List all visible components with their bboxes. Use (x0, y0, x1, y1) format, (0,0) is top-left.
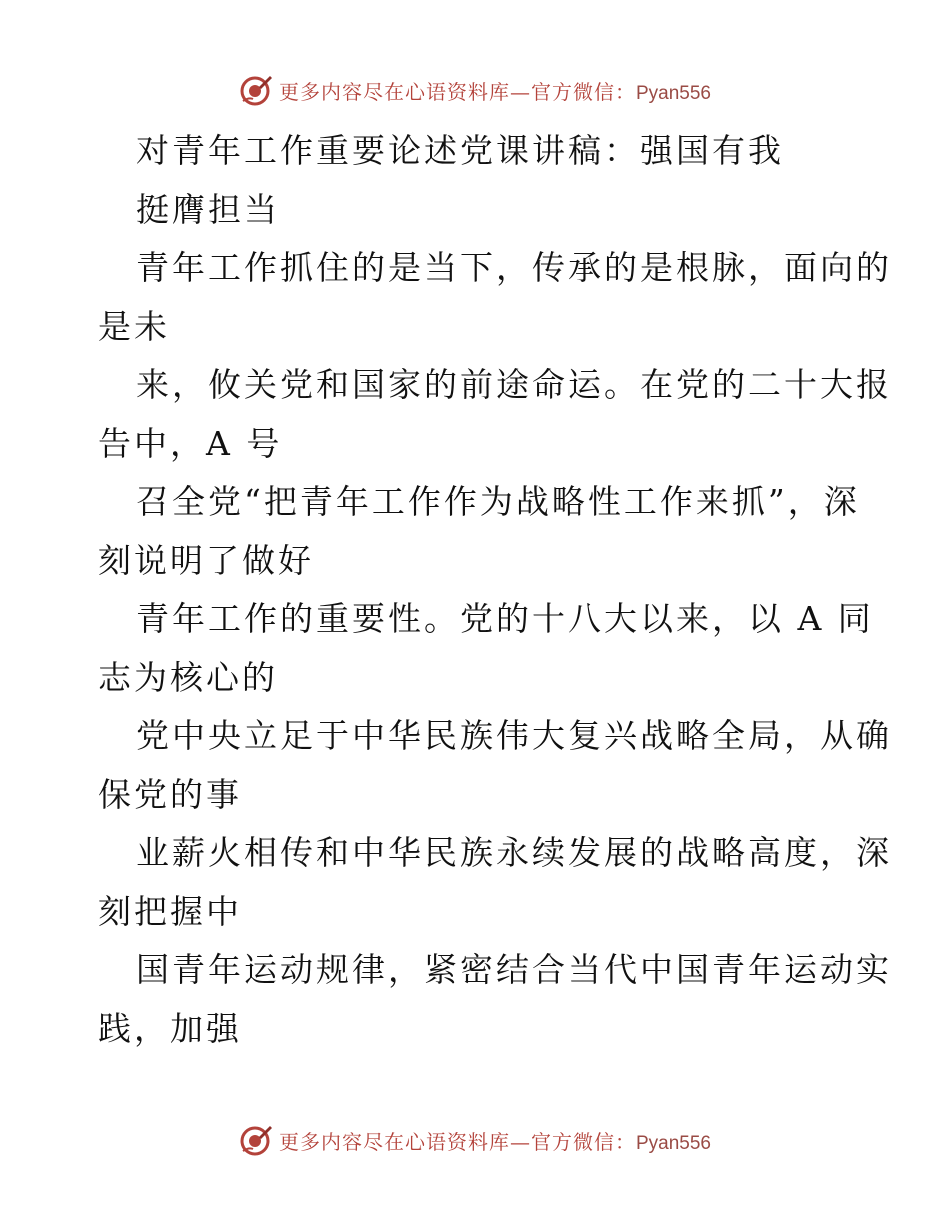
paragraph-line: 青年工作的重要性。党的十八大以来，以 A 同 (136, 599, 874, 638)
paragraph-line: 是未 (98, 306, 170, 346)
paragraph-line: 告中，A 号 (98, 423, 283, 463)
paragraph-line: 践，加强 (98, 1008, 242, 1048)
paragraph-line: 刻把握中 (98, 891, 242, 931)
document-title-line: 挺膺担当 (136, 189, 280, 229)
document-body (98, 122, 892, 1058)
brush-logo-icon (239, 73, 273, 107)
watermark-text: 更多内容尽在心语资料库—官方微信：Pyan556 (278, 79, 711, 104)
paragraph-line: 召全党“把青年工作作为战略性工作来抓”，深 (136, 482, 860, 521)
paragraph-line: 志为核心的 (98, 657, 278, 697)
brush-logo-icon (239, 1123, 273, 1157)
paragraph-line: 党中央立足于中华民族伟大复兴战略全局，从确 (136, 716, 892, 755)
paragraph-line: 业薪火相传和中华民族永续发展的战略高度，深 (136, 833, 892, 872)
paragraph-line: 来，攸关党和国家的前途命运。在党的二十大报 (136, 365, 892, 404)
header-watermark (0, 70, 950, 110)
watermark-text: 更多内容尽在心语资料库—官方微信：Pyan556 (278, 1129, 711, 1154)
paragraph-line: 保党的事 (98, 774, 242, 814)
footer-watermark (0, 1120, 950, 1160)
paragraph-line: 刻说明了做好 (98, 540, 314, 580)
document-title-line: 对青年工作重要论述党课讲稿：强国有我 (136, 131, 784, 170)
paragraph-line: 国青年运动规律，紧密结合当代中国青年运动实 (136, 950, 892, 989)
wechat-id: Pyan556 (635, 1132, 711, 1154)
wechat-id: Pyan556 (635, 82, 711, 104)
paragraph-line: 青年工作抓住的是当下，传承的是根脉，面向的 (136, 248, 892, 287)
